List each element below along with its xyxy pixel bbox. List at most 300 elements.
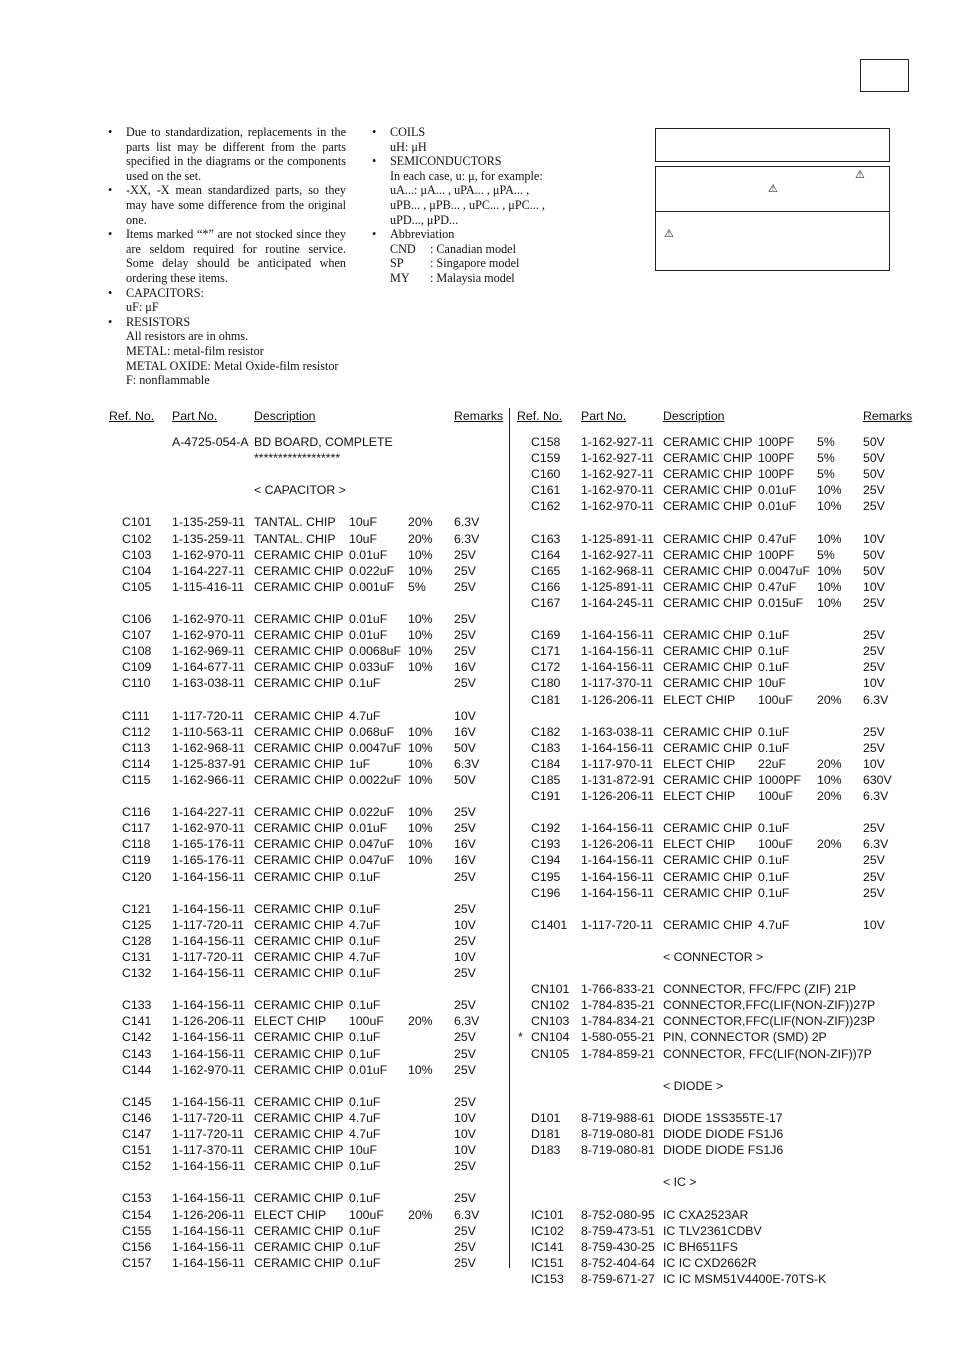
cell-desc: CERAMIC CHIP [663, 821, 753, 836]
part-row [517, 595, 913, 611]
cell-part: 1-164-156-11 [172, 1255, 245, 1270]
cell-part: 1-164-156-11 [581, 821, 654, 836]
cell-rem: 25V [454, 966, 476, 981]
blank-row [517, 804, 913, 820]
cell-part: 1-164-227-11 [172, 805, 245, 820]
cell-part: 1-162-927-11 [581, 547, 654, 562]
cell-part: 1-162-927-11 [581, 451, 654, 466]
cell-rem: 6.3V [454, 1014, 480, 1029]
part-row [109, 514, 501, 530]
note-line: METAL: metal-film resistor [126, 343, 264, 358]
cell-ref: C103 [122, 547, 152, 562]
section-row [517, 1174, 913, 1190]
cell-desc: CERAMIC CHIP [663, 595, 753, 610]
note-line: uA...: μA... , uPA... , μPA... , [390, 183, 530, 198]
cell-val: 0.1uF [349, 1255, 381, 1270]
cell-val: 0.022uF [349, 563, 395, 578]
note-line: CAPACITORS: [126, 285, 204, 300]
cell-rem: 6.3V [863, 837, 889, 852]
part-row [109, 1110, 501, 1126]
cell-ref: C128 [122, 933, 152, 948]
cell-part: 1-162-968-11 [581, 563, 654, 578]
cell-tol: 10% [408, 756, 433, 771]
notes-middle-list [372, 125, 622, 227]
cell-part: 8-752-080-95 [581, 1207, 655, 1222]
cell-desc: CERAMIC CHIP [663, 628, 753, 643]
cell-val: 4.7uF [349, 1110, 381, 1125]
cell-desc: ELECT CHIP [663, 789, 736, 804]
cell-val: 0.1uF [349, 1239, 381, 1254]
part-row [517, 836, 913, 852]
cell-part: 1-164-156-11 [581, 740, 654, 755]
cell-val: 0.047uF [349, 837, 395, 852]
cell-rem: 10V [454, 917, 476, 932]
cell-part: 1-117-970-11 [581, 756, 654, 771]
cell-rem: 10V [863, 676, 885, 691]
cell-desc: CERAMIC CHIP [663, 644, 753, 659]
cell-desc: PIN, CONNECTOR (SMD) 2P [663, 1030, 827, 1045]
part-row [517, 434, 913, 450]
cell-ref: IC153 [531, 1271, 564, 1286]
blank-row [517, 708, 913, 724]
cell-part: A-4725-054-A [172, 435, 249, 449]
part-row [109, 1190, 501, 1206]
blank-row [517, 1158, 913, 1174]
part-row [109, 724, 501, 740]
cell-ref: C1401 [531, 917, 568, 932]
cell-ref: C121 [122, 901, 152, 916]
cell-desc: CERAMIC CHIP [254, 966, 344, 981]
cell-desc: CERAMIC CHIP [254, 853, 344, 868]
part-row [517, 579, 913, 595]
cell-val: 4.7uF [349, 708, 381, 723]
cell-rem: 10V [863, 756, 885, 771]
header-description: Description [254, 409, 316, 423]
cell-val: 0.1uF [349, 1191, 381, 1206]
cell-tol: 10% [408, 821, 433, 836]
cell-part: 1-131-872-91 [581, 772, 655, 787]
part-row [517, 852, 913, 868]
cell-ref: D181 [531, 1127, 561, 1142]
cell-desc: CERAMIC CHIP [254, 708, 344, 723]
cell-rem: 16V [454, 853, 476, 868]
part-row [517, 1029, 913, 1045]
cell-rem: 25V [454, 1062, 476, 1077]
part-row [109, 836, 501, 852]
blank-row [517, 965, 913, 981]
cell-rem: 25V [863, 853, 885, 868]
part-row [109, 611, 501, 627]
part-row [109, 547, 501, 563]
cell-part: 1-126-206-11 [581, 789, 654, 804]
cell-ref: C194 [531, 853, 561, 868]
blank-row [517, 1190, 913, 1206]
cell-part: 1-580-055-21 [581, 1030, 655, 1045]
cell-val: 0.1uF [758, 628, 790, 643]
cell-rem: 50V [454, 772, 476, 787]
cell-val: 0.068uF [349, 724, 395, 739]
part-row [109, 933, 501, 949]
cell-part: 1-164-156-11 [581, 869, 654, 884]
part-row [517, 692, 913, 708]
cell-rem: 25V [454, 1223, 476, 1238]
cell-desc: CERAMIC CHIP [254, 1223, 344, 1238]
cell-part: 1-164-156-11 [172, 998, 245, 1013]
cell-desc: TANTAL. CHIP [254, 531, 336, 546]
cell-val: 22uF [758, 756, 787, 771]
part-row [517, 740, 913, 756]
cell-val: 0.1uF [349, 1046, 381, 1061]
cell-val: 0.1uF [349, 869, 381, 884]
note-line: uH: μH [390, 139, 427, 154]
cell-desc: BD BOARD, COMPLETE [254, 435, 393, 449]
cell-rem: 50V [863, 547, 885, 562]
cell-part: 1-162-966-11 [172, 772, 245, 787]
cell-tol: 10% [408, 612, 433, 627]
note-item [108, 315, 346, 388]
cell-tol: 10% [408, 740, 433, 755]
cell-val: 100uF [349, 1207, 384, 1222]
header-part-no: Part No. [172, 409, 218, 423]
column-divider [509, 408, 510, 1268]
cell-desc: CERAMIC CHIP [254, 563, 344, 578]
cell-part: 1-162-970-11 [172, 821, 245, 836]
cell-part: 1-164-156-11 [172, 1159, 245, 1174]
cell-ref: CN102 [531, 998, 570, 1013]
header-part-no: Part No. [581, 409, 627, 423]
cell-desc: ELECT CHIP [254, 1207, 327, 1222]
cell-rem: 50V [863, 467, 885, 482]
cell-rem: 10V [454, 1127, 476, 1142]
cell-tol: 10% [408, 563, 433, 578]
cell-desc: CERAMIC CHIP [254, 1159, 344, 1174]
part-row [109, 852, 501, 868]
cell-val: 0.01uF [758, 483, 797, 498]
cell-desc: CERAMIC CHIP [663, 531, 753, 546]
cell-desc: CERAMIC CHIP [254, 740, 344, 755]
cell-val: 0.0022uF [349, 772, 401, 787]
cell-ref: C120 [122, 869, 152, 884]
note-line: All resistors are in ohms. [126, 329, 249, 344]
cell-tol: 10% [408, 805, 433, 820]
cell-ref: IC102 [531, 1223, 564, 1238]
part-row [109, 708, 501, 724]
part-row [517, 724, 913, 740]
cell-desc: CERAMIC CHIP [254, 724, 344, 739]
page-number-box [860, 59, 909, 92]
cell-tol: 10% [817, 595, 842, 610]
cell-ref: C105 [122, 579, 152, 594]
part-row [517, 466, 913, 482]
cell-desc: CONNECTOR,FFC(LIF(NON-ZIF))27P [663, 998, 876, 1013]
cell-val: 0.01uF [349, 821, 388, 836]
cell-desc: ELECT CHIP [663, 756, 736, 771]
part-row [517, 482, 913, 498]
cell-rem: 25V [454, 869, 476, 884]
cell-part: 1-162-969-11 [172, 644, 245, 659]
cell-desc: CONNECTOR,FFC(LIF(NON-ZIF))23P [663, 1014, 876, 1029]
cell-rem: 50V [454, 740, 476, 755]
header-ref-no: Ref. No. [109, 409, 155, 423]
warning-box-divider [656, 211, 889, 212]
part-row [109, 901, 501, 917]
bullet: • [108, 125, 113, 139]
cell-desc: DIODE DIODE FS1J6 [663, 1127, 784, 1142]
cell-part: 8-759-430-25 [581, 1239, 655, 1254]
cell-rem: 25V [454, 644, 476, 659]
cell-ref: C102 [122, 531, 152, 546]
blank-row [109, 981, 501, 997]
cell-ref: C116 [122, 805, 151, 820]
cell-desc: CERAMIC CHIP [254, 756, 344, 771]
part-row [109, 1062, 501, 1078]
parts-list-header [109, 408, 504, 434]
cell-rem: 10V [454, 708, 476, 723]
header-ref-no: Ref. No. [517, 409, 563, 423]
cell-val: 0.47uF [758, 531, 797, 546]
cell-part: 1-784-834-21 [581, 1014, 655, 1029]
cell-part: 1-125-891-11 [581, 531, 654, 546]
cell-desc: CERAMIC CHIP [663, 435, 753, 449]
cell-part: 1-165-176-11 [172, 837, 245, 852]
cell-rem: 25V [454, 1030, 476, 1045]
cell-rem: 25V [863, 869, 885, 884]
cell-tol: 20% [408, 515, 433, 530]
blank-row [517, 514, 913, 530]
cell-ref: C160 [531, 467, 561, 482]
cell-val: 100uF [758, 692, 793, 707]
cell-ref: IC151 [531, 1255, 564, 1270]
cell-desc: CERAMIC CHIP [254, 772, 344, 787]
cell-ref: C118 [122, 837, 151, 852]
not-stocked-mark: * [518, 1030, 523, 1045]
cell-part: 1-117-720-11 [172, 1110, 245, 1125]
note-line: COILS [390, 125, 426, 139]
cell-desc: CERAMIC CHIP [663, 853, 753, 868]
cell-part: 8-759-473-51 [581, 1223, 655, 1238]
part-row [109, 675, 501, 691]
cell-val: 100PF [758, 467, 795, 482]
cell-part: 1-164-227-11 [172, 563, 245, 578]
cell-part: 1-135-259-11 [172, 515, 245, 530]
cell-val: 0.1uF [758, 869, 790, 884]
cell-val: 10uF [349, 531, 378, 546]
cell-part: 1-164-156-11 [172, 1046, 245, 1061]
part-row [109, 627, 501, 643]
cell-rem: 25V [454, 1159, 476, 1174]
cell-rem: 25V [454, 933, 476, 948]
parts-list-left [109, 408, 504, 1271]
cell-tol: 10% [817, 531, 842, 546]
cell-rem: 25V [454, 676, 476, 691]
cell-part: 1-117-370-11 [581, 676, 654, 691]
cell-ref: C114 [122, 756, 151, 771]
cell-desc: TANTAL. CHIP [254, 515, 336, 530]
cell-rem: 6.3V [863, 789, 889, 804]
part-row [517, 788, 913, 804]
cell-desc: ELECT CHIP [254, 1014, 327, 1029]
cell-ref: C166 [531, 579, 561, 594]
bullet: • [108, 314, 113, 329]
cell-val: 0.0068uF [349, 644, 401, 659]
cell-part: 1-125-891-11 [581, 579, 654, 594]
part-row [517, 997, 913, 1013]
cell-tol: 5% [817, 467, 835, 482]
cell-part: 1-164-156-11 [581, 628, 654, 643]
cell-ref: IC141 [531, 1239, 564, 1254]
cell-ref: C104 [122, 563, 152, 578]
cell-part: 1-164-156-11 [172, 933, 245, 948]
note-item [108, 125, 346, 183]
cell-part: 1-117-720-11 [172, 1127, 245, 1142]
cell-desc: CERAMIC CHIP [254, 950, 344, 964]
cell-desc: IC TLV2361CDBV [663, 1223, 762, 1238]
part-row [109, 1013, 501, 1029]
cell-rem: 25V [863, 483, 885, 498]
cell-desc: CERAMIC CHIP [254, 676, 344, 691]
blank-row [517, 933, 913, 949]
cell-val: 0.1uF [758, 853, 790, 868]
cell-desc: < DIODE > [663, 1078, 724, 1093]
part-row [109, 965, 501, 981]
cell-rem: 25V [454, 1191, 476, 1206]
cell-ref: C172 [531, 660, 561, 675]
cell-val: 100PF [758, 435, 795, 449]
cell-val: 0.1uF [349, 1094, 381, 1109]
cell-rem: 25V [863, 821, 885, 836]
section-row [517, 949, 913, 965]
cell-desc: CERAMIC CHIP [254, 869, 344, 884]
cell-ref: C106 [122, 612, 152, 627]
part-row [109, 1029, 501, 1045]
cell-rem: 6.3V [454, 531, 480, 546]
cell-ref: CN101 [531, 982, 570, 997]
part-row [517, 1013, 913, 1029]
part-row [517, 498, 913, 514]
cell-rem: 6.3V [454, 1207, 480, 1222]
cell-tol: 20% [408, 1207, 433, 1222]
cell-part: 1-162-968-11 [172, 740, 245, 755]
cell-val: 0.01uF [349, 628, 388, 643]
cell-part: 1-117-720-11 [172, 950, 245, 964]
part-row [517, 885, 913, 901]
cell-tol: 10% [817, 579, 842, 594]
cell-tol: 20% [817, 692, 842, 707]
blank-row [109, 885, 501, 901]
part-row [517, 1126, 913, 1142]
part-row [517, 547, 913, 563]
note-line: uF: μF [126, 300, 159, 315]
warning-triangle-icon: ⚠ [855, 169, 865, 181]
cell-ref: C109 [122, 660, 152, 675]
cell-ref: C191 [531, 789, 561, 804]
cell-desc: CONNECTOR, FFC(LIF(NON-ZIF))7P [663, 1046, 872, 1061]
cell-part: 1-784-859-21 [581, 1046, 655, 1061]
blank-row [517, 1094, 913, 1110]
part-row [109, 1142, 501, 1158]
part-row [109, 1223, 501, 1239]
cell-ref: C156 [122, 1239, 152, 1254]
cell-val: 100uF [758, 789, 793, 804]
part-row [109, 643, 501, 659]
parts-list-right [517, 408, 913, 1287]
cell-desc: CERAMIC CHIP [663, 724, 753, 739]
cell-ref: C152 [122, 1159, 152, 1174]
cell-tol: 5% [408, 579, 426, 594]
cell-ref: C119 [122, 853, 151, 868]
part-row [517, 1239, 913, 1255]
cell-desc: CERAMIC CHIP [254, 1110, 344, 1125]
cell-desc: CERAMIC CHIP [254, 1143, 344, 1158]
cell-ref: C169 [531, 628, 561, 643]
cell-val: 100uF [758, 837, 793, 852]
cell-part: 1-164-156-11 [172, 1223, 245, 1238]
cell-rem: 50V [863, 435, 885, 449]
cell-tol: 10% [408, 1062, 433, 1077]
cell-ref: C180 [531, 676, 561, 691]
cell-rem: 10V [454, 1110, 476, 1125]
notes-middle [372, 125, 622, 286]
cell-rem: 16V [454, 724, 476, 739]
part-row [109, 917, 501, 933]
cell-part: 1-766-833-21 [581, 982, 655, 997]
note-line: uPB... , μPB... , uPC... , μPC... , [390, 197, 545, 212]
cell-rem: 25V [454, 563, 476, 578]
note-line: RESISTORS [126, 314, 191, 329]
blank-row [109, 1174, 501, 1190]
part-row [517, 1207, 913, 1223]
cell-part: 1-164-245-11 [581, 595, 654, 610]
cell-tol: 10% [408, 547, 433, 562]
cell-ref: C159 [531, 451, 561, 466]
cell-ref: C158 [531, 435, 561, 449]
part-row [517, 1223, 913, 1239]
cell-part: 1-126-206-11 [172, 1207, 245, 1222]
warning-box [655, 166, 890, 271]
cell-part: 1-784-835-21 [581, 998, 655, 1013]
cell-desc: CERAMIC CHIP [663, 660, 753, 675]
cell-ref: C107 [122, 628, 152, 643]
cell-val: 10uF [349, 1143, 378, 1158]
cell-rem: 630V [863, 772, 892, 787]
cell-val: 0.033uF [349, 660, 395, 675]
cell-desc: CERAMIC CHIP [254, 901, 344, 916]
cell-ref: CN104 [531, 1030, 570, 1045]
parts-list-header [517, 408, 913, 434]
cell-rem: 25V [454, 1255, 476, 1270]
cell-ref: C154 [122, 1207, 152, 1222]
cell-tol: 10% [817, 483, 842, 498]
cell-val: 0.1uF [758, 660, 790, 675]
cell-ref: C143 [122, 1046, 152, 1061]
cell-ref: C113 [122, 740, 151, 755]
part-row [109, 563, 501, 579]
bullet: • [372, 125, 377, 139]
cell-desc: CERAMIC CHIP [663, 869, 753, 884]
part-row [109, 820, 501, 836]
cell-val: 10uF [349, 515, 378, 530]
cell-part: 1-117-720-11 [172, 917, 245, 932]
cell-part: 8-719-080-81 [581, 1143, 655, 1158]
cell-ref: C132 [122, 966, 152, 981]
cell-desc: IC CXA2523AR [663, 1207, 749, 1222]
abbreviation-row: CND : Canadian model [390, 241, 516, 256]
cell-part: 1-164-156-11 [172, 901, 245, 916]
part-row [517, 1142, 913, 1158]
part-row [517, 820, 913, 836]
cell-desc: CERAMIC CHIP [254, 1094, 344, 1109]
cell-rem: 16V [454, 837, 476, 852]
